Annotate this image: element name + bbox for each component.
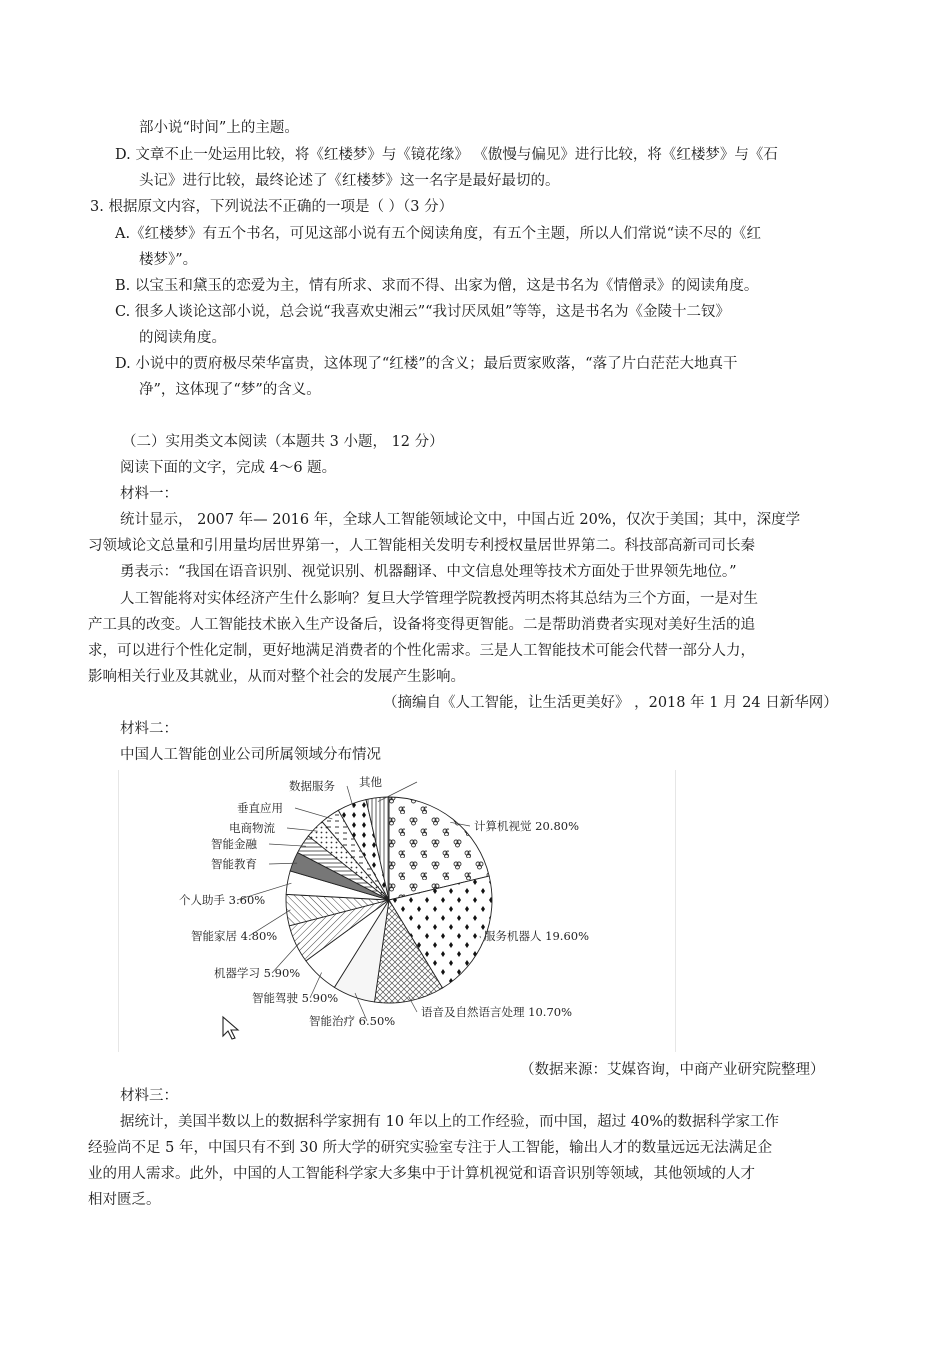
slice-label: 智能教育 (211, 857, 257, 871)
text-line: 阅读下面的文字，完成 4～6 题。 (120, 460, 337, 476)
slice-label: 垂直应用 (237, 801, 283, 815)
pie-chart-svg (119, 770, 675, 1052)
slice-label: 数据服务 (289, 779, 335, 793)
text-line: D. 小说中的贾府极尽荣华富贵，这体现了“红楼”的含义；最后贾家败落，“落了片白茫茫大地真干 (115, 356, 738, 372)
text-line: 经验尚不足 5 年，中国只有不到 30 所大学的研究实验室专注于人工智能，输出人才的数量远远无法满足企 (88, 1140, 773, 1156)
text-line: D. 文章不止一处运用比较，将《红楼梦》与《镜花缘》 《傲慢与偏见》进行比较，将《红楼梦》与《石 (115, 147, 778, 163)
text-line: 习领域论文总量和引用量均居世界第一，人工智能相关发明专利授权量居世界第二。科技部高新司司长秦 (88, 538, 755, 554)
cursor-icon (223, 1017, 238, 1039)
text-line: （摘编自《人工智能，让生活更美好》 ，2018 年 1 月 24 日新华网） (383, 695, 838, 711)
slice-label: 服务机器人 19.60% (484, 929, 590, 943)
text-line: 求，可以进行个性化定制，更好地满足消费者的个性化需求。三是人工智能技术可能会代替一部分人力， (88, 643, 755, 659)
text-line: 的阅读角度。 (139, 330, 226, 346)
slice-label: 机器学习 5.90% (214, 966, 301, 980)
text-line: 产工具的改变。人工智能技术嵌入生产设备后，设备将变得更智能。二是帮助消费者实现对美好生活的追 (88, 617, 755, 633)
text-line: 勇表示：“我国在语音识别、视觉识别、机器翻译、中文信息处理等技术方面处于世界领先地位。” (120, 564, 737, 580)
text-line: 楼梦》”。 (139, 252, 198, 268)
text-line: 3. 根据原文内容，下列说法不正确的一项是（ ）（3 分） (90, 199, 454, 215)
leader-line (287, 828, 318, 831)
text-line: 中国人工智能创业公司所属领域分布情况 (120, 747, 381, 763)
text-line: 材料三： (120, 1088, 178, 1104)
text-line: 头记》进行比较，最终论述了《红楼梦》这一名字是最好最切的。 (139, 173, 560, 189)
text-line: 部小说“时间”上的主题。 (139, 120, 299, 136)
slice-label: 其他 (359, 775, 382, 789)
text-line: B. 以宝玉和黛玉的恋爱为主，情有所求、求而不得、出家为僧，这是书名为《情僧录》的阅读角度。 (115, 278, 759, 294)
slice-label: 智能驾驶 5.90% (252, 991, 339, 1005)
slice-label: 智能家居 4.80% (191, 929, 278, 943)
text-line: 据统计，美国半数以上的数据科学家拥有 10 年以上的工作经验，而中国，超过 40%的数据科学家工作 (120, 1114, 780, 1130)
text-line: 业的用人需求。此外，中国的人工智能科学家大多集中于计算机视觉和语音识别等领域，其他领域的人才 (88, 1166, 755, 1182)
leader-line (295, 808, 332, 819)
pie-chart (118, 770, 676, 1052)
text-line: （二）实用类文本阅读（本题共 3 小题， 12 分） (122, 434, 444, 450)
slice-label: 语音及自然语言处理 10.70% (421, 1005, 573, 1019)
text-line: 人工智能将对实体经济产生什么影响？复旦大学管理学院教授芮明杰将其总结为三个方面，一是对生 (120, 591, 758, 607)
slice-label: 智能治疗 6.50% (309, 1014, 396, 1028)
text-line: 净”，这体现了“梦”的含义。 (139, 382, 321, 398)
text-line: 材料二： (120, 721, 178, 737)
text-line: 相对匮乏。 (88, 1192, 161, 1208)
slice-label: 个人助手 3.60% (179, 893, 266, 907)
leader-line (269, 844, 306, 846)
slice-label: 智能金融 (211, 837, 257, 851)
text-line: 材料一： (120, 486, 178, 502)
text-line: （数据来源：艾媒咨询，中商产业研究院整理） (520, 1062, 825, 1078)
text-line: C. 很多人谈论这部小说，总会说“我喜欢史湘云”“我讨厌凤姐”等等，这是书名为《金陵十二钗》 (115, 304, 730, 320)
slice-label: 电商物流 (229, 821, 275, 835)
pie-slices (286, 797, 492, 1003)
slice-label: 计算机视觉 20.80% (474, 819, 580, 833)
text-line: 影响相关行业及其就业，从而对整个社会的发展产生影响。 (88, 669, 465, 685)
text-line: 统计显示， 2007 年— 2016 年，全球人工智能领域论文中，中国占近 20%，仅次于美国；其中，深度学 (120, 512, 801, 528)
text-line: A.《红楼梦》有五个书名，可见这部小说有五个阅读角度，有五个主题，所以人们常说“读不尽的《红 (115, 226, 761, 242)
